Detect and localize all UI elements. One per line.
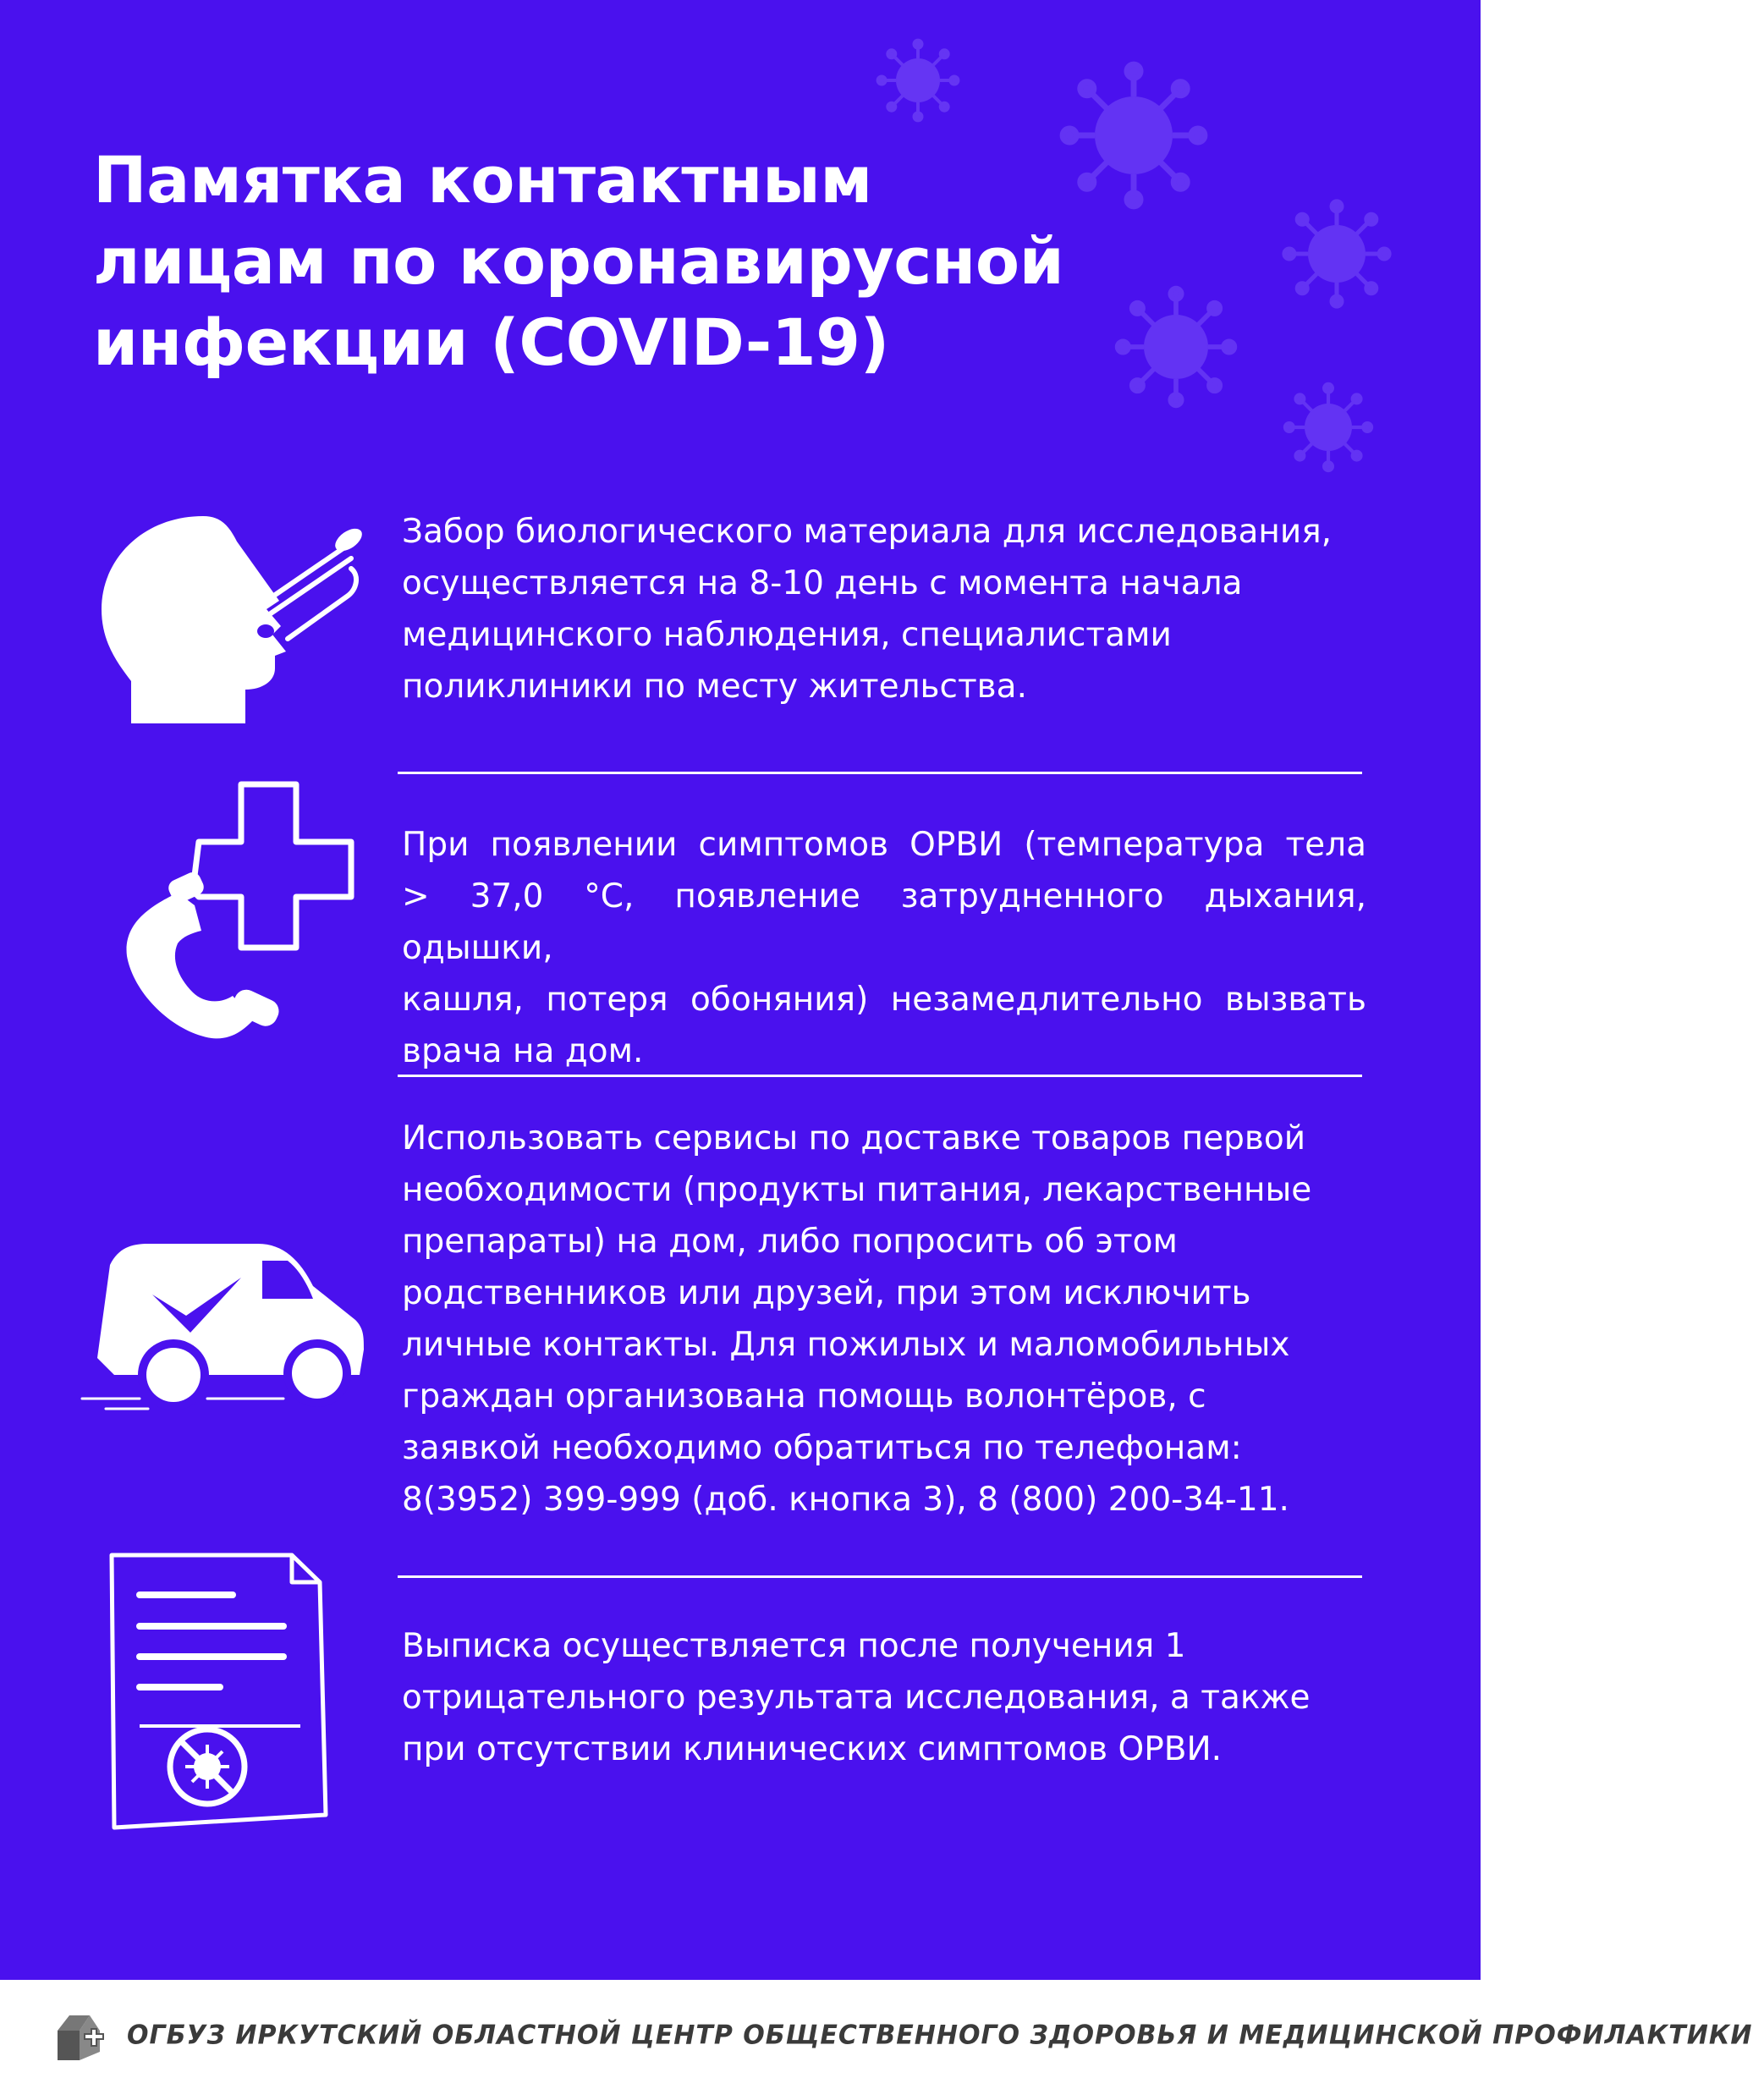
item-line: осуществляется на 8-10 день с момента начала (402, 564, 1243, 602)
item-line: Выписка осуществляется после получения 1 (402, 1627, 1186, 1665)
item-line: необходимости (продукты питания, лекарственные (402, 1171, 1312, 1209)
item-line: Использовать сервисы по доставке товаров первой (402, 1119, 1306, 1157)
discharge-document-icon (102, 1548, 347, 1836)
footer (0, 1980, 1753, 2100)
item-line: врача на дом. (402, 1032, 644, 1070)
phone-medical-cross-icon (118, 774, 372, 1045)
item-line: отрицательного результата исследования, а также (402, 1679, 1311, 1717)
divider (398, 772, 1362, 774)
item-text-delivery (402, 1113, 1366, 1526)
item-text-symptoms (402, 819, 1366, 1077)
divider (398, 1075, 1362, 1077)
item-line: При появлении симптомов ОРВИ (температура тела (402, 826, 1366, 864)
footer-organization: ОГБУЗ ИРКУТСКИЙ ОБЛАСТНОЙ ЦЕНТР ОБЩЕСТВЕННОГО ЗДОРОВЬЯ И МЕДИЦИНСКОЙ ПРОФИЛАКТИКИ (127, 2020, 1753, 2051)
organization-logo-icon (51, 2005, 110, 2069)
item-line: поликлиники по месту жительства. (402, 668, 1027, 706)
item-line: при отсутствии клинических симптомов ОРВИ. (402, 1730, 1223, 1768)
item-line: > 37,0 °С, появление затрудненного дыхания, одышки, (402, 877, 1366, 967)
item-text-swab (402, 506, 1366, 712)
item-line: 8(3952) 399-999 (доб. кнопка 3), 8 (800) 200-34-11. (402, 1481, 1289, 1519)
item-text-discharge (402, 1620, 1366, 1775)
item-line: родственников или друзей, при этом исключить (402, 1274, 1251, 1312)
title-line: Памятка контактным (93, 142, 872, 217)
item-line: препараты) на дом, либо попросить об этом (402, 1223, 1178, 1261)
title-line: инфекции (COVID-19) (93, 305, 889, 380)
delivery-van-icon (80, 1231, 368, 1417)
item-line: личные контакты. Для пожилых и маломобильных (402, 1326, 1290, 1364)
page-title (93, 140, 1193, 383)
item-line: медицинского наблюдения, специалистами (402, 616, 1172, 654)
swab-test-icon (93, 508, 364, 728)
item-line: Забор биологического материала для исследования, (402, 513, 1333, 551)
title-line: лицам по коронавирусной (93, 223, 1064, 299)
item-line: кашля, потеря обоняния) незамедлительно вызвать (402, 981, 1366, 1019)
divider (398, 1575, 1362, 1578)
item-line: заявкой необходимо обратиться по телефонам: (402, 1429, 1242, 1467)
item-line: граждан организована помощь волонтёров, с (402, 1377, 1206, 1416)
